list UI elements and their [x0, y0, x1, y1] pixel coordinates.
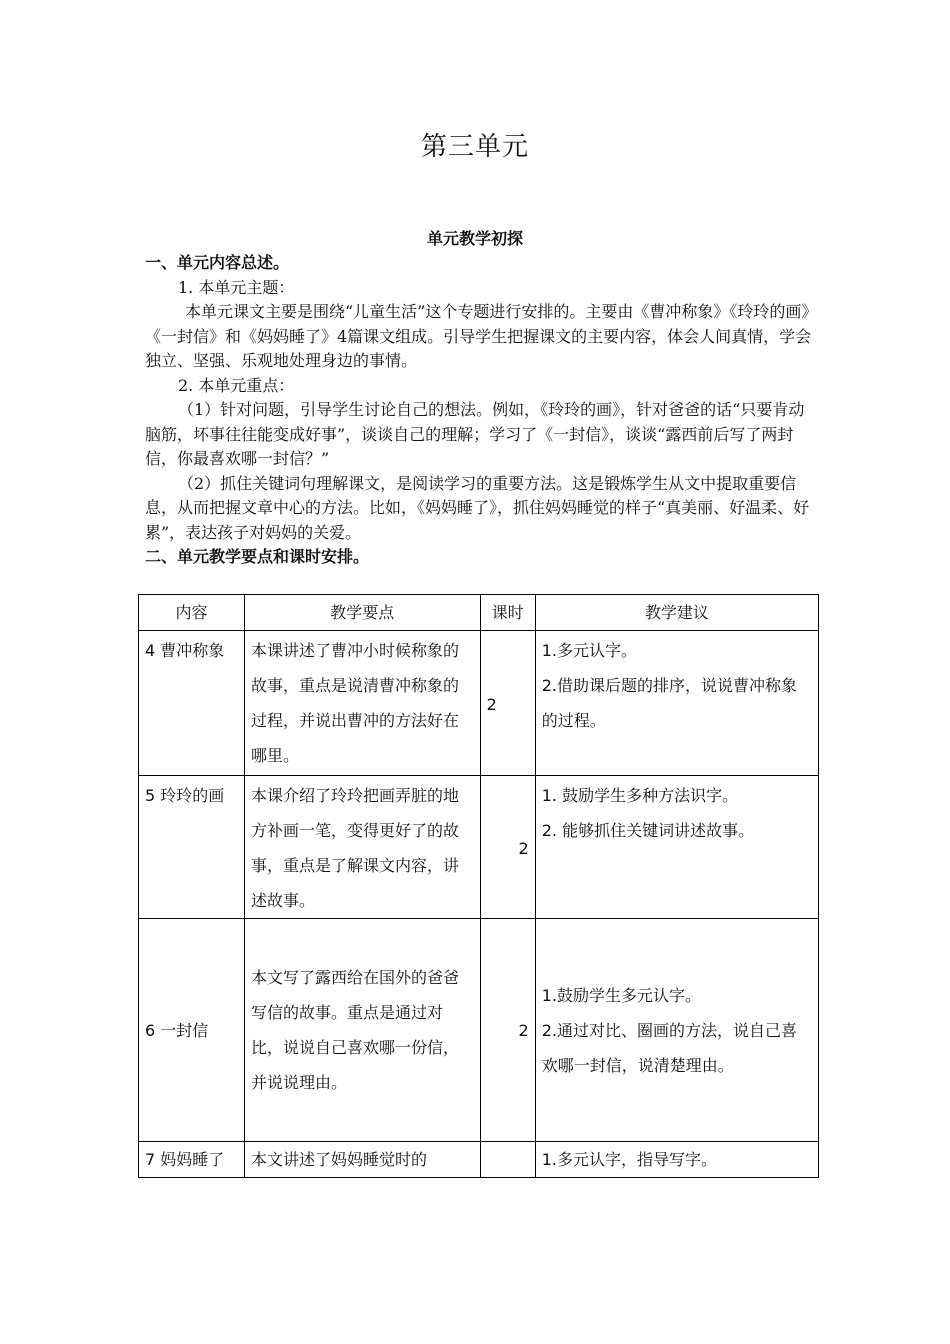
focus-item-2: （2）抓住关键词句理解课文，是阅读学习的重要方法。这是锻炼学生从文中提取重要信息，从而把握文章中心的方法。比如，《妈妈睡了》，抓住妈妈睡觉的样子“真美丽、好温柔、好累”，表达孩子对妈妈的关爱。	[145, 473, 810, 542]
row-suggestions	[535, 776, 818, 919]
table-row	[139, 1142, 819, 1178]
header-hours: 课时	[480, 595, 535, 631]
table-row	[139, 919, 819, 1142]
header-suggestions: 教学建议	[535, 595, 818, 631]
row-content: 5 玲玲的画	[139, 776, 245, 919]
row-suggestions	[535, 919, 818, 1142]
teaching-plan-table	[138, 594, 819, 1178]
row-points: 本文讲述了妈妈睡觉时的	[244, 1142, 480, 1178]
row-points: 本课讲述了曹冲小时候称象的故事，重点是说清曹冲称象的过程，并说出曹冲的方法好在哪里。	[244, 631, 480, 776]
row-hours: 2	[480, 776, 535, 919]
header-points: 教学要点	[244, 595, 480, 631]
row-points: 本文写了露西给在国外的爸爸写信的故事。重点是通过对比，说说自己喜欢哪一份信，并说说理由。	[244, 919, 480, 1142]
suggestion-item: 1.多元认字，指导写字。	[541, 1150, 718, 1169]
suggestion-item: 2. 能够抓住关键词讲述故事。	[541, 821, 755, 840]
focus-item-1: （1）针对问题，引导学生讨论自己的想法。例如，《玲玲的画》，针对爸爸的话“只要肯动脑筋，坏事往往能变成好事”，谈谈自己的理解；学习了《一封信》，谈谈“露西前后写了两封信，你最喜欢哪一封信？”	[145, 400, 805, 468]
theme-paragraph: 本单元课文主要是围绕“儿童生活”这个专题进行安排的。主要由《曹冲称象》《玲玲的画》《一封信》和《妈妈睡了》4篇课文组成。引导学生把握课文的主要内容，体会人间真情，学会独立、坚强、乐观地处理身边的事情。	[145, 302, 812, 370]
row-hours	[480, 1142, 535, 1178]
row-suggestions	[535, 1142, 818, 1178]
section1-heading: 一、单元内容总述。	[145, 253, 290, 272]
body-text	[145, 251, 813, 570]
row-content: 7 妈妈睡了	[139, 1142, 245, 1178]
focus-label: 2. 本单元重点：	[178, 375, 295, 395]
row-content: 6 一封信	[139, 919, 245, 1142]
page-title: 第三单元	[420, 132, 529, 162]
suggestion-item: 1. 鼓励学生多种方法识字。	[541, 786, 739, 805]
suggestion-item: 1.鼓励学生多元认字。	[541, 985, 702, 1005]
row-hours: 2	[480, 631, 535, 776]
page-subtitle: 单元教学初探	[426, 229, 523, 248]
table-header-row	[139, 595, 819, 631]
section2-heading: 二、单元教学要点和课时安排。	[145, 547, 370, 566]
table-row	[139, 631, 819, 776]
suggestion-item: 1.多元认字。	[541, 641, 638, 660]
suggestion-item: 2.借助课后题的排序，说说曹冲称象的过程。	[541, 676, 798, 730]
row-points: 本课介绍了玲玲把画弄脏的地方补画一笔，变得更好了的故事，重点是了解课文内容，讲述故事。	[244, 776, 480, 919]
theme-label: 1. 本单元主题：	[178, 277, 295, 297]
suggestion-item: 2.通过对比、圈画的方法，说自己喜欢哪一封信，说清楚理由。	[541, 1020, 798, 1075]
row-content: 4 曹冲称象	[139, 631, 245, 776]
table-row	[139, 776, 819, 919]
row-suggestions	[535, 631, 818, 776]
header-content: 内容	[139, 595, 245, 631]
row-hours: 2	[480, 919, 535, 1142]
